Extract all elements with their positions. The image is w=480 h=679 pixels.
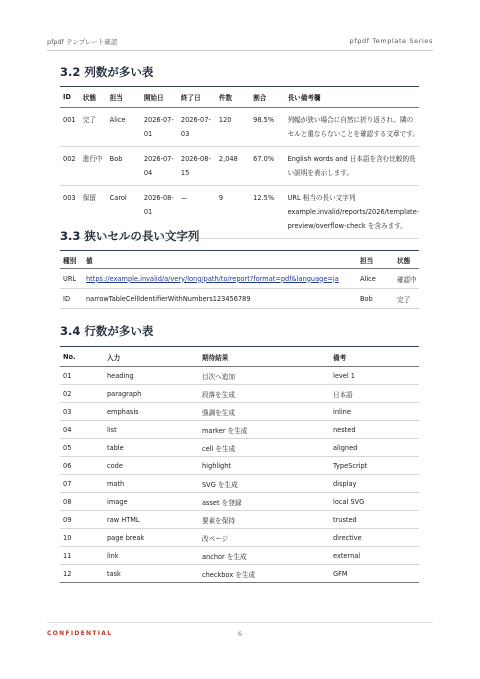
table-row bbox=[60, 147, 419, 186]
table-row bbox=[60, 547, 419, 565]
owner-cell: Bob bbox=[107, 147, 141, 186]
ratio-cell: 98.5% bbox=[250, 108, 284, 147]
status-cell: 保留 bbox=[80, 186, 107, 239]
status-cell: 完了 bbox=[80, 108, 107, 147]
column-header: 長い備考欄 bbox=[285, 87, 419, 108]
input-cell: link bbox=[104, 547, 199, 565]
column-header: 終了日 bbox=[178, 87, 216, 108]
note-cell: GFM bbox=[330, 565, 419, 583]
note-cell: nested bbox=[330, 421, 419, 439]
input-cell: page break bbox=[104, 529, 199, 547]
table-row bbox=[60, 385, 419, 403]
page-number: 6 bbox=[237, 630, 243, 638]
expected-result-cell: highlight bbox=[199, 457, 330, 475]
owner-cell: Alice bbox=[357, 269, 394, 289]
input-cell: list bbox=[104, 421, 199, 439]
section-heading-many-rows: 3.4 行数が多い表 bbox=[60, 324, 154, 338]
number-cell: 03 bbox=[60, 403, 104, 421]
id-cell: 003 bbox=[60, 186, 80, 239]
number-cell: 05 bbox=[60, 439, 104, 457]
table-row bbox=[60, 457, 419, 475]
status-cell: 完了 bbox=[394, 289, 419, 309]
column-header: ID bbox=[60, 87, 80, 108]
note-cell: local SVG bbox=[330, 493, 419, 511]
number-cell: 09 bbox=[60, 511, 104, 529]
input-cell: task bbox=[104, 565, 199, 583]
expected-result-cell: 段落を生成 bbox=[199, 385, 330, 403]
column-header: 値 bbox=[83, 251, 357, 269]
column-header: 入力 bbox=[104, 347, 199, 367]
number-cell: 07 bbox=[60, 475, 104, 493]
expected-result-cell: 強調を生成 bbox=[199, 403, 330, 421]
number-cell: 11 bbox=[60, 547, 104, 565]
expected-result-cell: anchor を生成 bbox=[199, 547, 330, 565]
page-header bbox=[47, 37, 433, 46]
ratio-cell: 67.0% bbox=[250, 147, 284, 186]
expected-result-cell: asset を登録 bbox=[199, 493, 330, 511]
column-header: 期待結果 bbox=[199, 347, 330, 367]
table-row bbox=[60, 529, 419, 547]
start-date-cell: 2026-07-01 bbox=[141, 108, 178, 147]
input-cell: image bbox=[104, 493, 199, 511]
input-cell: emphasis bbox=[104, 403, 199, 421]
table-header-row bbox=[60, 347, 419, 367]
confidential-label: CONFIDENTIAL bbox=[47, 630, 113, 637]
table-row bbox=[60, 367, 419, 385]
report-url-link[interactable]: https://example.invalid/a/very/long/path/to/report?format=pdf&language=ja bbox=[86, 274, 339, 283]
table-row bbox=[60, 289, 419, 309]
owner-cell: Bob bbox=[357, 289, 394, 309]
header-divider bbox=[47, 50, 433, 51]
status-cell: 進行中 bbox=[80, 147, 107, 186]
owner-cell: Carol bbox=[107, 186, 141, 239]
input-cell: raw HTML bbox=[104, 511, 199, 529]
input-cell: math bbox=[104, 475, 199, 493]
expected-result-cell: checkbox を生成 bbox=[199, 565, 330, 583]
note-cell: TypeScript bbox=[330, 457, 419, 475]
input-cell: table bbox=[104, 439, 199, 457]
table-row bbox=[60, 421, 419, 439]
table-row bbox=[60, 269, 419, 289]
number-cell: 10 bbox=[60, 529, 104, 547]
kind-cell: ID bbox=[60, 289, 83, 309]
header-series: pfpdf Template Series bbox=[349, 37, 433, 45]
end-date-cell: 2026-08-15 bbox=[178, 147, 216, 186]
table-header-row bbox=[60, 87, 419, 108]
count-cell: 2,048 bbox=[216, 147, 250, 186]
number-cell: 06 bbox=[60, 457, 104, 475]
table-row bbox=[60, 565, 419, 583]
start-date-cell: 2026-08-01 bbox=[141, 186, 178, 239]
column-header: 備考 bbox=[330, 347, 419, 367]
number-cell: 12 bbox=[60, 565, 104, 583]
id-cell: 001 bbox=[60, 108, 80, 147]
column-header: No. bbox=[60, 347, 104, 367]
narrow-cell-table bbox=[60, 250, 419, 309]
note-cell: aligned bbox=[330, 439, 419, 457]
note-cell: trusted bbox=[330, 511, 419, 529]
column-header: 開始日 bbox=[141, 87, 178, 108]
number-cell: 04 bbox=[60, 421, 104, 439]
table-header-row bbox=[60, 251, 419, 269]
number-cell: 01 bbox=[60, 367, 104, 385]
input-cell: code bbox=[104, 457, 199, 475]
column-header: 件数 bbox=[216, 87, 250, 108]
input-cell: heading bbox=[104, 367, 199, 385]
note-cell: 日本語 bbox=[330, 385, 419, 403]
expected-result-cell: 要素を保持 bbox=[199, 511, 330, 529]
footer-divider bbox=[47, 622, 433, 623]
id-cell: 002 bbox=[60, 147, 80, 186]
table-row bbox=[60, 108, 419, 147]
end-date-cell: — bbox=[178, 186, 216, 239]
wide-columns-table bbox=[60, 86, 419, 239]
table-row bbox=[60, 403, 419, 421]
expected-result-cell: marker を生成 bbox=[199, 421, 330, 439]
note-cell: external bbox=[330, 547, 419, 565]
note-cell: 列幅が狭い場合に自然に折り返され、隣のセルと重ならないことを確認する文章です。 bbox=[285, 108, 419, 147]
ratio-cell: 12.5% bbox=[250, 186, 284, 239]
note-cell: directive bbox=[330, 529, 419, 547]
header-title: pfpdf テンプレート確認 bbox=[47, 38, 118, 46]
start-date-cell: 2026-07-04 bbox=[141, 147, 178, 186]
expected-result-cell: 改ページ bbox=[199, 529, 330, 547]
end-date-cell: 2026-07-03 bbox=[178, 108, 216, 147]
kind-cell: URL bbox=[60, 269, 83, 289]
expected-result-cell: 目次へ追加 bbox=[199, 367, 330, 385]
number-cell: 02 bbox=[60, 385, 104, 403]
count-cell: 9 bbox=[216, 186, 250, 239]
expected-result-cell: cell を生成 bbox=[199, 439, 330, 457]
table-row bbox=[60, 511, 419, 529]
table-row bbox=[60, 493, 419, 511]
count-cell: 120 bbox=[216, 108, 250, 147]
column-header: 担当 bbox=[107, 87, 141, 108]
owner-cell: Alice bbox=[107, 108, 141, 147]
note-cell: display bbox=[330, 475, 419, 493]
note-cell: URL 相当の長い文字列 example.invalid/reports/2026/template-preview/overflow-check を含みます。 bbox=[285, 186, 419, 239]
note-cell: English words and 日本語を含む比較的長い説明を表示します。 bbox=[285, 147, 419, 186]
status-cell: 確認中 bbox=[394, 269, 419, 289]
section-heading-wide-table: 3.2 列数が多い表 bbox=[60, 65, 154, 79]
value-cell: narrowTableCellIdentifierWithNumbers123456789 bbox=[83, 289, 357, 309]
column-header: 状態 bbox=[80, 87, 107, 108]
note-cell: inline bbox=[330, 403, 419, 421]
value-cell bbox=[83, 269, 357, 289]
many-rows-table bbox=[60, 346, 419, 583]
note-cell: level 1 bbox=[330, 367, 419, 385]
table-row bbox=[60, 439, 419, 457]
column-header: 種別 bbox=[60, 251, 83, 269]
number-cell: 08 bbox=[60, 493, 104, 511]
column-header: 状態 bbox=[394, 251, 419, 269]
column-header: 割合 bbox=[250, 87, 284, 108]
column-header: 担当 bbox=[357, 251, 394, 269]
table-row bbox=[60, 475, 419, 493]
input-cell: paragraph bbox=[104, 385, 199, 403]
expected-result-cell: SVG を生成 bbox=[199, 475, 330, 493]
section-heading-narrow-cells: 3.3 狭いセルの長い文字列 bbox=[60, 229, 200, 243]
